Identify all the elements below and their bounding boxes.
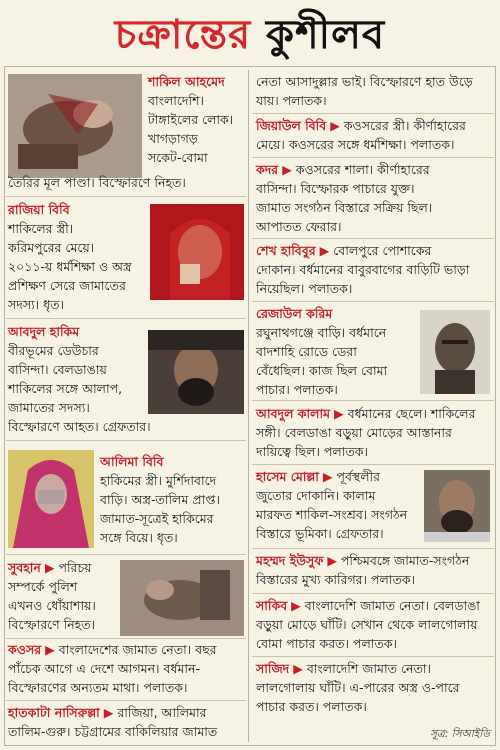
entry-line: সম্পর্কে পুলিশ <box>8 579 78 594</box>
entry-line: হাকিমের স্ত্রী। মুর্শিদাবাদে <box>100 473 217 488</box>
photo-rezaul <box>420 310 490 394</box>
entry-line: সকেট-বোমা <box>148 150 208 165</box>
entry-line: বিস্ফোরণে আহত। গ্রেফতার। <box>8 419 151 434</box>
entry-line: মারফত শাকিল-সংশ্রব। সংগঠন <box>256 507 408 522</box>
entry-name: শাকিল আহমেদ <box>148 74 225 89</box>
entry-name: রেজাউল করিম <box>256 306 333 321</box>
entry-name: আবদুল হাকিম <box>8 324 80 339</box>
entry-line: বাংলাদেশি। <box>148 93 204 108</box>
entry-line: বাদশাহি রোডে ডেরা <box>256 344 357 359</box>
separator <box>6 700 246 701</box>
entry-line: বোলপুরে পোশাকের <box>333 243 432 258</box>
pointer-icon: ▶ <box>322 469 333 484</box>
pointer-icon: ▶ <box>103 705 114 720</box>
entry-shakil <box>148 72 248 167</box>
entry-line: বাড়ি। অস্ত্র-তালিম প্রাপ্ত। <box>100 492 220 507</box>
entry-line: বর্ধমানের ছেলে। শাকিলের <box>347 406 476 421</box>
entry-line: যায়। পলাতক। <box>256 93 327 108</box>
entry-kalam <box>256 404 496 461</box>
source-credit: সূত্র: সিআইডি <box>430 728 490 740</box>
entry-line: পশ্চিমবঙ্গে জামাত-সংগঠন <box>340 553 470 568</box>
photo-hakim <box>148 330 244 414</box>
entry-line: রাজিয়া, আলিমার <box>117 705 207 720</box>
entry-name: হাসেম মোল্লা <box>256 469 319 484</box>
entry-line: পূর্বস্থলীর <box>336 469 380 484</box>
entry-line: প্রশিক্ষণ সেরে জামাতের <box>8 278 126 293</box>
entry-name: কদর <box>256 162 279 177</box>
entry-line: জামাত-সূত্রেই হাকিমের <box>100 511 214 526</box>
pointer-icon: ▶ <box>45 642 55 657</box>
entry-line: সঙ্গী। বেলডাঙা বড়ুয়া মোড়ের আস্তানার <box>256 425 452 440</box>
entry-name: আবদুল কালাম <box>256 406 331 421</box>
separator <box>252 301 494 302</box>
entry-name: শেখ হাবিবুর <box>256 243 316 258</box>
entry-yusuf <box>256 551 496 589</box>
entry-kadar <box>256 160 496 236</box>
separator <box>6 318 246 319</box>
pointer-icon: ▶ <box>293 661 303 676</box>
entry-alima <box>100 452 246 547</box>
pointer-icon: ▶ <box>319 243 330 258</box>
separator <box>252 548 494 549</box>
separator <box>252 157 494 158</box>
entry-line: বিস্তারে ভূমিকা। গ্রেফতার। <box>256 526 384 541</box>
entry-line: বাংলাদেশি জামাত নেতা। <box>306 661 431 676</box>
entry-name: হাতকাটা নাসিরুল্লা <box>8 705 100 720</box>
entry-line: বেঁধেছিল। কাজ ছিল বোমা <box>256 363 388 378</box>
entry-line: বাসিন্দা। বেলডাঙায় <box>8 362 107 377</box>
entry-line: টাঙ্গাইলের লোক। <box>148 112 234 127</box>
entry-line: কওসরের শালা। কীর্ণাহারের <box>295 162 430 177</box>
entry-line: সদস্য। ধৃত। <box>8 297 65 312</box>
pointer-icon: ▶ <box>282 162 292 177</box>
entry-name: আলিমা বিবি <box>100 454 164 469</box>
entry-line: আপাতত ফেরার। <box>256 219 342 234</box>
entry-line: দোকান। বর্ধমানের বাবুরবাগের বাড়িটি ভাড়া <box>256 262 470 277</box>
entry-line: দায়িত্বে ছিল। পলাতক। <box>256 444 368 459</box>
entry-line: বাংলাদেশি জামাত নেতা। বেলডাঙা <box>304 598 480 613</box>
headline <box>0 4 500 66</box>
entry-line: বিস্তারের মুখ্য কারিগর। পলাতক। <box>256 572 415 587</box>
entry-line: তালিম-গুরু। চট্টগ্রামের বাকিলিয়ার জামাত <box>8 724 218 739</box>
entry-sajid <box>256 659 496 716</box>
entry-line: খাগড়াগড় <box>148 131 198 146</box>
entry-nasirulla <box>8 703 248 741</box>
entry-line: বড়ুয়া মোড়ে ঘাঁটি। সেখান থেকে লালগোলায় <box>256 617 478 632</box>
pointer-icon: ▶ <box>334 406 344 421</box>
separator <box>6 196 246 197</box>
entry-line: নেতা আসাদুল্লার ভাই। বিস্ফোরণে হাত উড়ে <box>256 74 473 89</box>
entry-line: পাচার করত। পলাতক। <box>256 699 367 714</box>
headline-part2: কুশীলব <box>266 12 386 58</box>
separator <box>6 554 246 555</box>
entry-line: বিস্ফোরণে নিহত। <box>8 617 96 632</box>
entry-line: ২০১১-য় ধর্মশিক্ষা ও অস্ত্র <box>8 259 132 274</box>
entry-line: কওসরের স্ত্রী। কীর্ণাহারের <box>343 118 466 133</box>
photo-alima <box>8 450 94 548</box>
entry-line: বোমা পাচার করত। পলাতক। <box>256 636 397 651</box>
separator <box>6 638 246 639</box>
headline-part1: চক্রান্তের <box>114 12 252 58</box>
entry-kawsar <box>8 640 248 697</box>
pointer-icon: ▶ <box>330 118 340 133</box>
entry-ziaul <box>256 116 496 154</box>
entry-nasirulla-cont <box>256 72 496 110</box>
entry-name: সাজিদ <box>256 661 290 676</box>
entry-line: জামাতের সদস্য। <box>8 400 90 415</box>
entry-name: রাজিয়া বিবি <box>8 202 70 217</box>
photo-shakil <box>8 74 142 178</box>
entry-line: জামাত সংগঠন বিস্তারে সক্রিয় ছিল। <box>256 200 433 215</box>
pointer-icon: ▶ <box>291 598 301 613</box>
entry-name: সাকিব <box>256 598 288 613</box>
entry-name: সুবহান <box>8 560 41 575</box>
pointer-icon: ▶ <box>44 560 55 575</box>
separator <box>252 464 494 465</box>
entry-line: শাকিলের সঙ্গে আলাপ, <box>8 381 123 396</box>
entry-line: জুতোর দোকানি। কালাম <box>256 488 376 503</box>
entry-rezaul <box>256 304 416 399</box>
entry-line: সঙ্গে বিয়ে। ধৃত। <box>100 530 178 545</box>
entry-line: বাসিন্দা। বিস্ফোরক পাচারে যুক্ত। <box>256 181 415 196</box>
entry-habibur <box>256 241 496 298</box>
entry-line: পাচার। পলাতক। <box>256 382 338 397</box>
photo-hasem <box>424 470 490 542</box>
entry-name: কওসর <box>8 642 42 657</box>
entry-line: বিস্ফোরণের অন্যতম মাথা। পলাতক। <box>8 680 188 695</box>
separator <box>252 113 494 114</box>
entry-line: মেয়ে। কওসরের সঙ্গে ধর্মশিক্ষা। পলাতক। <box>256 137 455 152</box>
pointer-icon: ▶ <box>327 553 337 568</box>
separator <box>252 238 494 239</box>
entry-line: তৈরির মূল পাণ্ডা। বিস্ফোরণে নিহত। <box>8 175 186 190</box>
entry-line: নিয়েছিল। পলাতক। <box>256 281 353 296</box>
entry-line: করিমপুরের মেয়ে। <box>8 240 95 255</box>
photo-subhan <box>120 560 244 636</box>
column-divider <box>248 70 249 742</box>
entry-hasem <box>256 467 420 543</box>
entry-line: পরিচয় <box>58 560 92 575</box>
entry-line: পাঁচেক আগে এ দেশে আগমন। বর্ধমান- <box>8 661 200 676</box>
separator <box>252 593 494 594</box>
separator <box>252 400 494 401</box>
entry-shakil-tail <box>8 173 248 192</box>
entry-line: শাকিলের স্ত্রী। <box>8 221 74 236</box>
separator <box>252 656 494 657</box>
entry-name: মহম্মদ ইউসুফ <box>256 553 324 568</box>
photo-razia <box>150 204 244 300</box>
entry-sakib <box>256 596 496 653</box>
entry-line: লালগোলায় ঘাঁটি। এ-পারের অস্ত্র ও-পারে <box>256 680 460 695</box>
entry-line: রঘুনাথগঞ্জে বাড়ি। বর্ধমানে <box>256 325 387 340</box>
entry-line: বীরভূমের ডেউচার <box>8 343 99 358</box>
entry-line: বাংলাদেশের জামাত নেতা। বছর <box>58 642 217 657</box>
entry-line: এখনও ধোঁয়াশায়। <box>8 598 96 613</box>
entry-name: জিয়াউল বিবি <box>256 118 327 133</box>
separator <box>6 440 246 441</box>
entry-subhan <box>8 558 118 634</box>
